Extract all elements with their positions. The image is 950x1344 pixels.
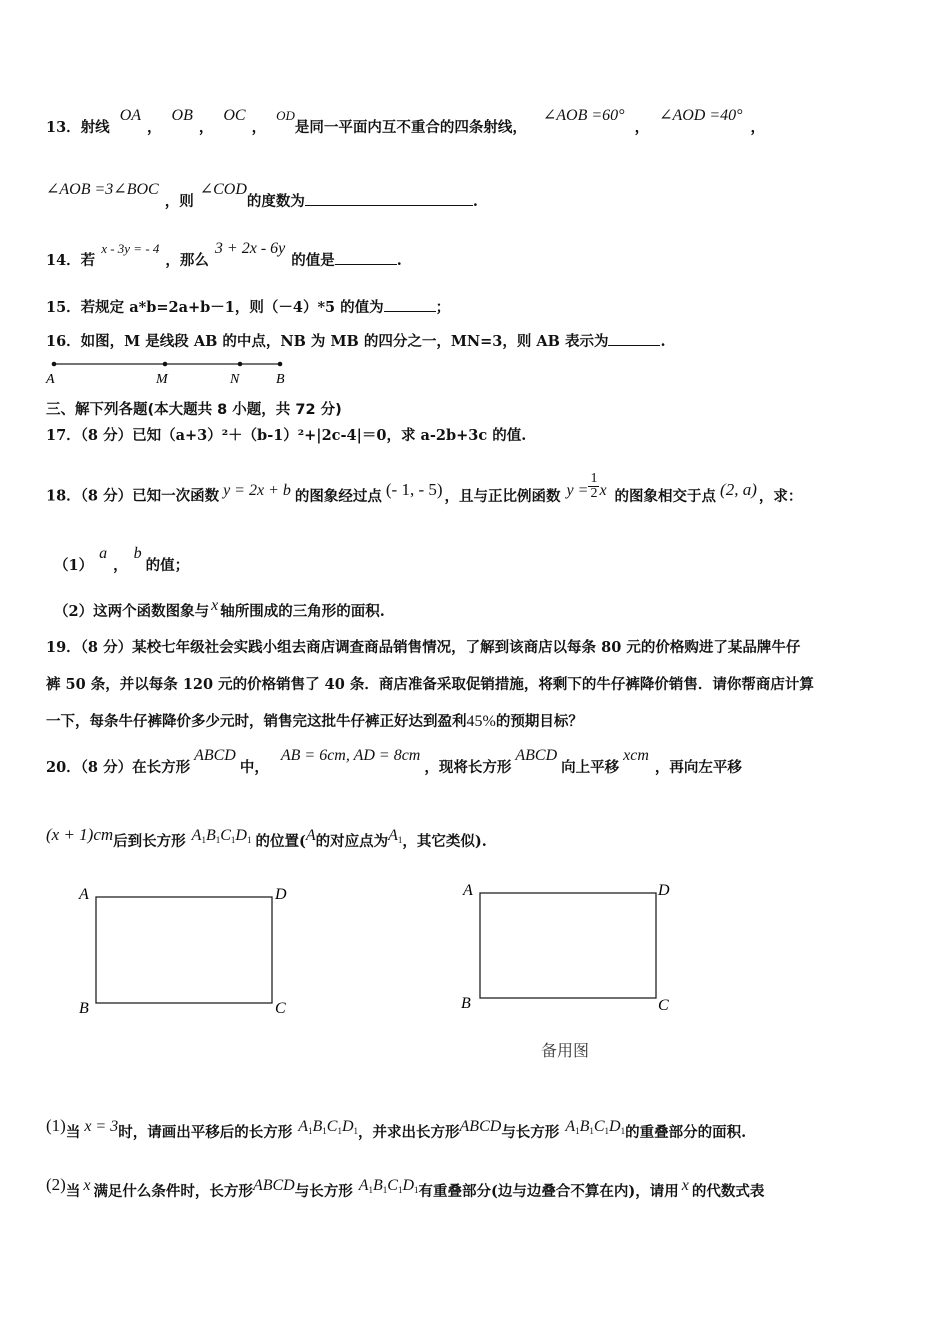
point-m: [163, 362, 168, 367]
cond-aod: ∠AOD =40°: [659, 107, 743, 124]
q13-line1: 13．射线OA，OB，OC，OD是同一平面内互不重合的四条射线，∠AOB =60°，∠AOD =40°，: [46, 107, 766, 136]
q18-part2: （2）这两个函数图象与 x 轴所围成的三角形的面积.: [54, 597, 385, 620]
label-b: B: [79, 1000, 89, 1017]
rectangle-abcd-backup: [480, 893, 656, 998]
q16-line: 16．如图，M 是线段 AB 的中点，NB 为 MB 的四分之一，MN=3，则 AB 表示为 .: [46, 333, 666, 350]
answer-blank: [305, 191, 473, 206]
q19-line3: 一下，每条牛仔裤降价多少元时，销售完这批牛仔裤正好达到盈利45%的预期目标？: [46, 713, 583, 730]
backup-rectangle-figure: [455, 876, 685, 1016]
target-angle: ∠COD: [199, 181, 247, 198]
fraction-half: $\frac{1}{2}$: [590, 471, 598, 501]
dimensions: AB = 6cm, AD = 8cm: [280, 747, 421, 764]
q20-line1: 20．（8 分）在长方形ABCD中，AB = 6cm, AD = 8cm，现将长方形ABCD向上平移xcm，再向左平移: [46, 747, 742, 776]
q14-equation: x - 3y = - 4: [101, 241, 160, 256]
label-c: C: [658, 997, 669, 1014]
answer-blank: [384, 297, 436, 312]
q17-line: 17．（8 分）已知（a+3）²＋（b-1）²+|2c-4|＝0，求 a-2b+3c 的值.: [46, 427, 527, 444]
q14-line: 14．若x - 3y = - 4，那么3 + 2x - 6y的值是 .: [46, 240, 402, 269]
label-n: N: [230, 372, 240, 387]
label-b: B: [461, 995, 471, 1012]
point-b: [278, 362, 283, 367]
q18-part1: （1）a，b的值；: [54, 545, 190, 574]
q20-line2: (x + 1)cm后到长方形 A1B1C1D1 的位置(A的对应点为A1，其它类似).: [46, 825, 487, 850]
q15-line: 15．若规定 a*b=2a+b－1，则（－4）*5 的值为 ；: [46, 299, 451, 316]
q20-part1: (1)当 x = 3时，请画出平移后的长方形 A1B1C1D1，并求出长方形ABCD与长方形 A1B1C1D1的重叠部分的面积.: [46, 1116, 747, 1141]
point-n: [238, 362, 243, 367]
rectangle-figure: [70, 880, 300, 1020]
prop-function-lhs: y =: [566, 481, 589, 499]
ray-oc: OC: [223, 107, 246, 124]
q19-line2: 裤 50 条，并以每条 120 元的价格销售了 40 条．商店准备采取促销措施，将剩下的牛仔裤降价销售．请你帮商店计算: [46, 676, 814, 693]
cond-aob-boc: ∠AOB =3∠BOC: [46, 181, 159, 198]
backup-caption: 备用图: [541, 1041, 590, 1060]
point-2: (2, a): [720, 479, 757, 499]
cond-aob: ∠AOB =60°: [542, 107, 625, 124]
label-c: C: [275, 1000, 286, 1017]
label-a: A: [463, 882, 473, 899]
label-d: D: [275, 886, 287, 903]
q13-line2: ∠AOB =3∠BOC，则∠COD的度数为 .: [46, 181, 478, 210]
label-m: M: [156, 372, 168, 387]
q14-expression: 3 + 2x - 6y: [214, 240, 286, 257]
q18-line1: 18．（8 分）已知一次函数 y = 2x + b 的图象经过点 (- 1, - 5) ，且与正比例函数 y = $\frac{1}{2}$ x 的图象相交于点 (2, a) ，求：: [46, 471, 803, 505]
ray-ob: OB: [171, 107, 193, 124]
q19-line1: 19．（8 分）某校七年级社会实践小组去商店调查商品销售情况，了解到该商店以每条 80 元的价格购进了某品牌牛仔: [46, 639, 801, 656]
label-a: A: [79, 886, 89, 903]
ray-oa: OA: [119, 107, 142, 124]
ray-od: OD: [276, 108, 295, 123]
linear-function: y = 2x + b: [223, 481, 291, 499]
section-title: 三、解下列各题(本大题共 8 小题，共 72 分): [46, 402, 342, 418]
point-1: (- 1, - 5): [385, 479, 443, 499]
segment-figure: [40, 352, 300, 388]
label-d: D: [658, 882, 670, 899]
a1b1c1d1: A1B1C1D1: [191, 827, 252, 845]
label-a: A: [46, 372, 55, 387]
point-a: [52, 362, 57, 367]
q20-part2: (2)当 x 满足什么条件时，长方形ABCD与长方形 A1B1C1D1有重叠部分(边与边叠合不算在内)，请用 x 的代数式表: [46, 1175, 765, 1200]
rectangle-abcd: [96, 897, 272, 1003]
label-b: B: [276, 372, 285, 387]
answer-blank: [608, 331, 660, 346]
answer-blank: [335, 250, 397, 265]
